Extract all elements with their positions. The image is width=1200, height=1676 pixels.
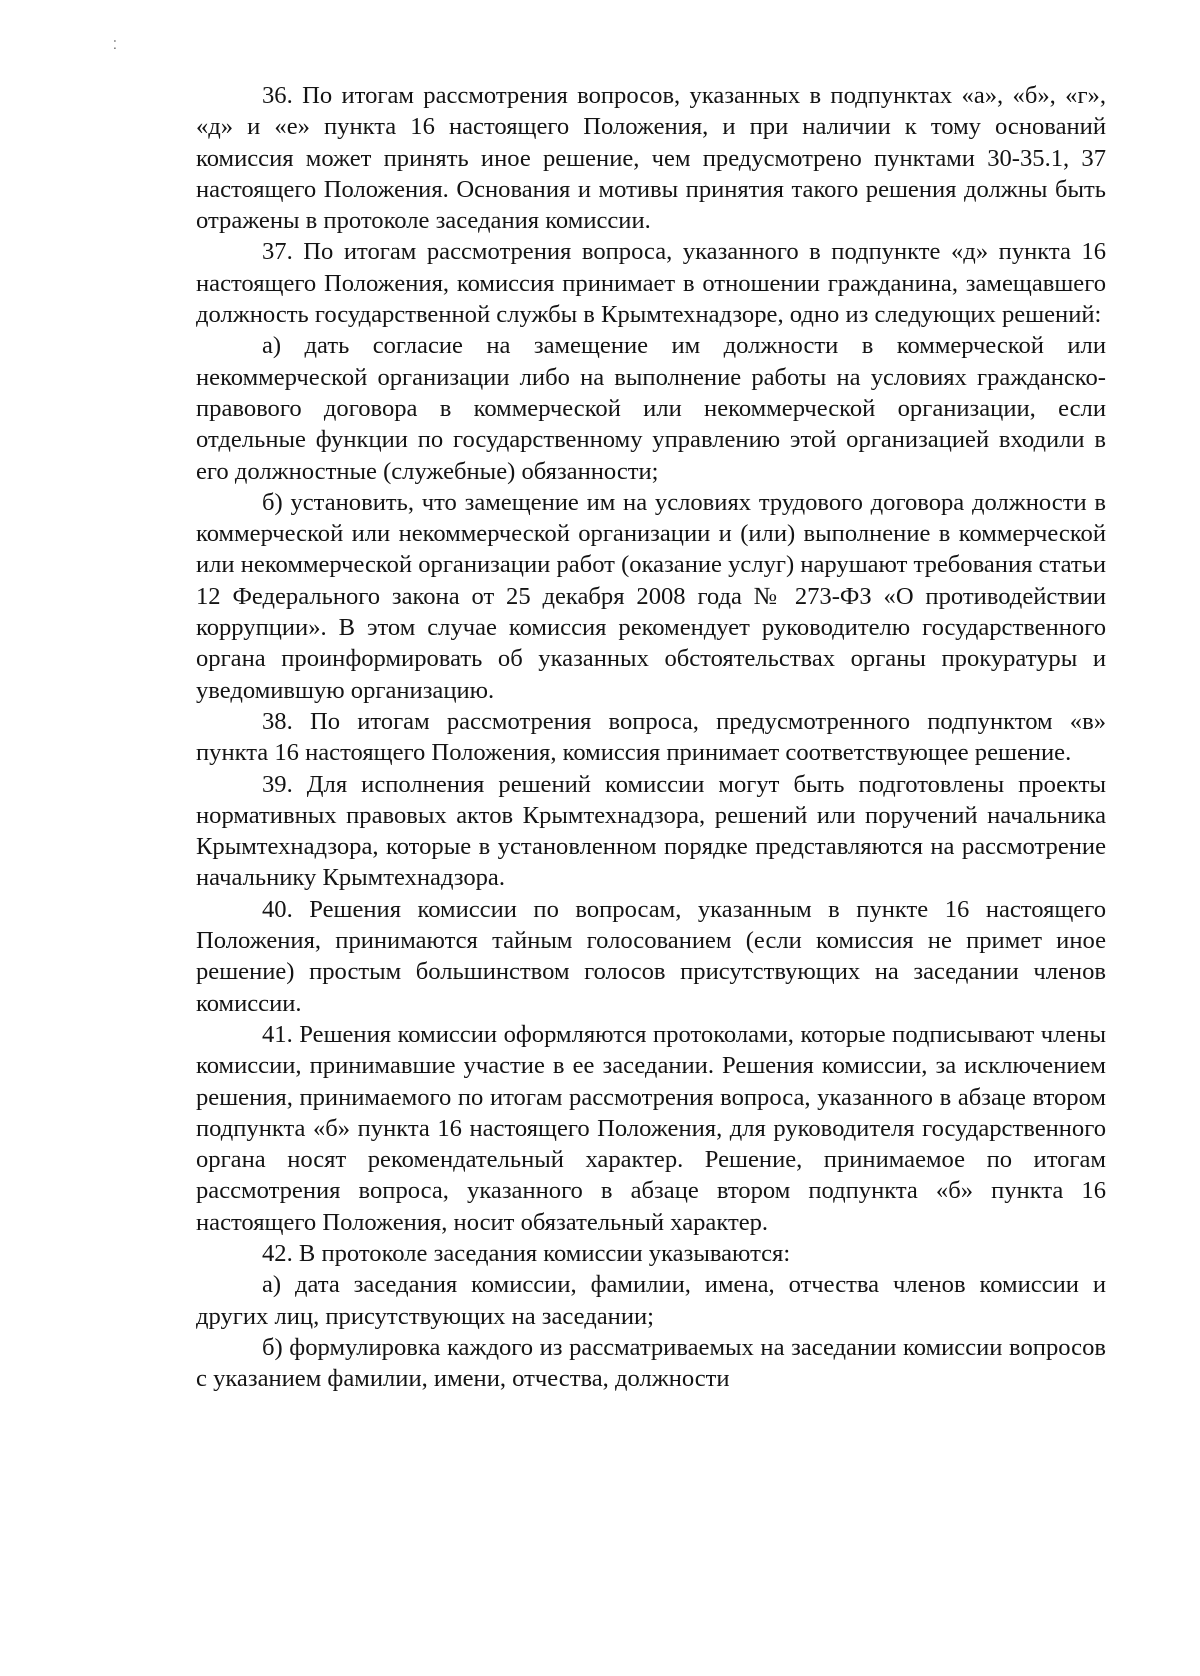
- paragraph-40: 40. Решения комиссии по вопросам, указанным в пункте 16 настоящего Положения, принимаются тайным голосованием (если комиссия не примет иное решение) простым большинством голосов присутствующих на заседании членов комиссии.: [196, 895, 1106, 1017]
- scan-speck: ⁚: [113, 38, 117, 52]
- document-body: [196, 80, 1106, 1394]
- paragraph-37-b: б) установить, что замещение им на условиях трудового договора должности в коммерческой или некоммерческой организации и (или) выполнение в коммерческой или некоммерческой организации работ (оказание услуг) нарушают требования статьи 12 Федерального закона от 25 декабря 2008 года № 273-ФЗ «О противодействии коррупции». В этом случае комиссия рекомендует руководителю государственного органа проинформировать об указанных обстоятельствах органы прокуратуры и уведомившую организацию.: [196, 488, 1106, 704]
- paragraph-37: 37. По итогам рассмотрения вопроса, указанного в подпункте «д» пункта 16 настоящего Положения, комиссия принимает в отношении гражданина, замещавшего должность государственной службы в Крымтехнадзоре, одно из следующих решений:: [196, 238, 1106, 329]
- paragraph-42-b: б) формулировка каждого из рассматриваемых на заседании комиссии вопросов с указанием фамилии, имени, отчества, должности: [196, 1333, 1106, 1393]
- paragraph-41: 41. Решения комиссии оформляются протоколами, которые подписывают члены комиссии, принимавшие участие в ее заседании. Решения комиссии, за исключением решения, принимаемого по итогам рассмотрения вопроса, указанного в абзаце втором подпункта «б» пункта 16 настоящего Положения, для руководителя государственного органа носят рекомендательный характер. Решение, принимаемое по итогам рассмотрения вопроса, указанного в абзаце втором подпункта «б» пункта 16 настоящего Положения, носит обязательный характер.: [196, 1020, 1106, 1236]
- paragraph-37-a: а) дать согласие на замещение им должности в коммерческой или некоммерческой организации либо на выполнение работы на условиях гражданско-правового договора в коммерческой или некоммерческой организации, если отдельные функции по государственному управлению этой организацией входили в его должностные (служебные) обязанности;: [196, 332, 1106, 485]
- paragraph-42: 42. В протоколе заседания комиссии указываются:: [262, 1239, 791, 1267]
- paragraph-42-a: а) дата заседания комиссии, фамилии, имена, отчества членов комиссии и других лиц, присутствующих на заседании;: [196, 1271, 1106, 1330]
- paragraph-36: 36. По итогам рассмотрения вопросов, указанных в подпунктах «а», «б», «г», «д» и «е» пункта 16 настоящего Положения, и при наличии к тому оснований комиссия может принять иное решение, чем предусмотрено пунктами 30-35.1, 37 настоящего Положения. Основания и мотивы принятия такого решения должны быть отражены в протоколе заседания комиссии.: [196, 82, 1106, 235]
- paragraph-38: 38. По итогам рассмотрения вопроса, предусмотренного подпунктом «в» пункта 16 настоящего Положения, комиссия принимает соответствующее решение.: [196, 707, 1106, 767]
- paragraph-39: 39. Для исполнения решений комиссии могут быть подготовлены проекты нормативных правовых актов Крымтехнадзора, решений или поручений начальника Крымтехнадзора, которые в установленном порядке представляются на рассмотрение начальнику Крымтехнадзора.: [196, 770, 1106, 892]
